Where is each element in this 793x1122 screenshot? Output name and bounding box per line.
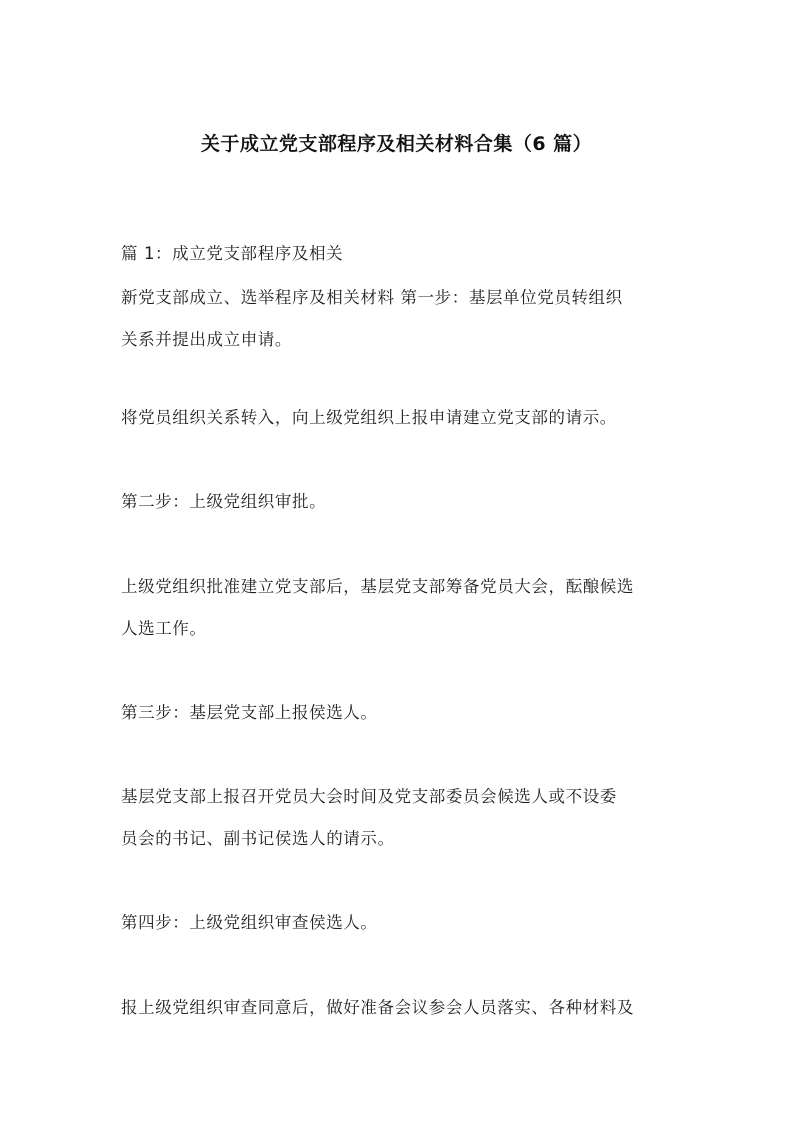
- paragraph-line: 新党支部成立、选举程序及相关材料 第一步：基层单位党员转组织: [121, 288, 623, 307]
- paragraph-line: 报上级党组织审查同意后，做好准备会议参会人员落实、各种材料及: [121, 998, 634, 1017]
- paragraph-line: 员会的书记、副书记侯选人的请示。: [121, 829, 395, 848]
- paragraph-line: 上级党组织批准建立党支部后，基层党支部筹备党员大会，酝酿候选: [121, 577, 634, 596]
- step-heading: 第二步：上级党组织审批。: [121, 492, 327, 511]
- step-heading: 第三步：基层党支部上报侯选人。: [121, 703, 378, 722]
- paragraph-line: 基层党支部上报召开党员大会时间及党支部委员会候选人或不设委: [121, 787, 617, 806]
- paragraph-line: 将党员组织关系转入，向上级党组织上报申请建立党支部的请示。: [121, 408, 617, 427]
- document-title: 关于成立党支部程序及相关材料合集（6 篇）: [200, 133, 593, 155]
- step-heading: 第四步：上级党组织审查侯选人。: [121, 913, 378, 932]
- paragraph-line: 关系并提出成立申请。: [121, 330, 292, 349]
- section-heading: 篇 1：成立党支部程序及相关: [121, 244, 344, 263]
- paragraph-line: 人选工作。: [121, 619, 207, 638]
